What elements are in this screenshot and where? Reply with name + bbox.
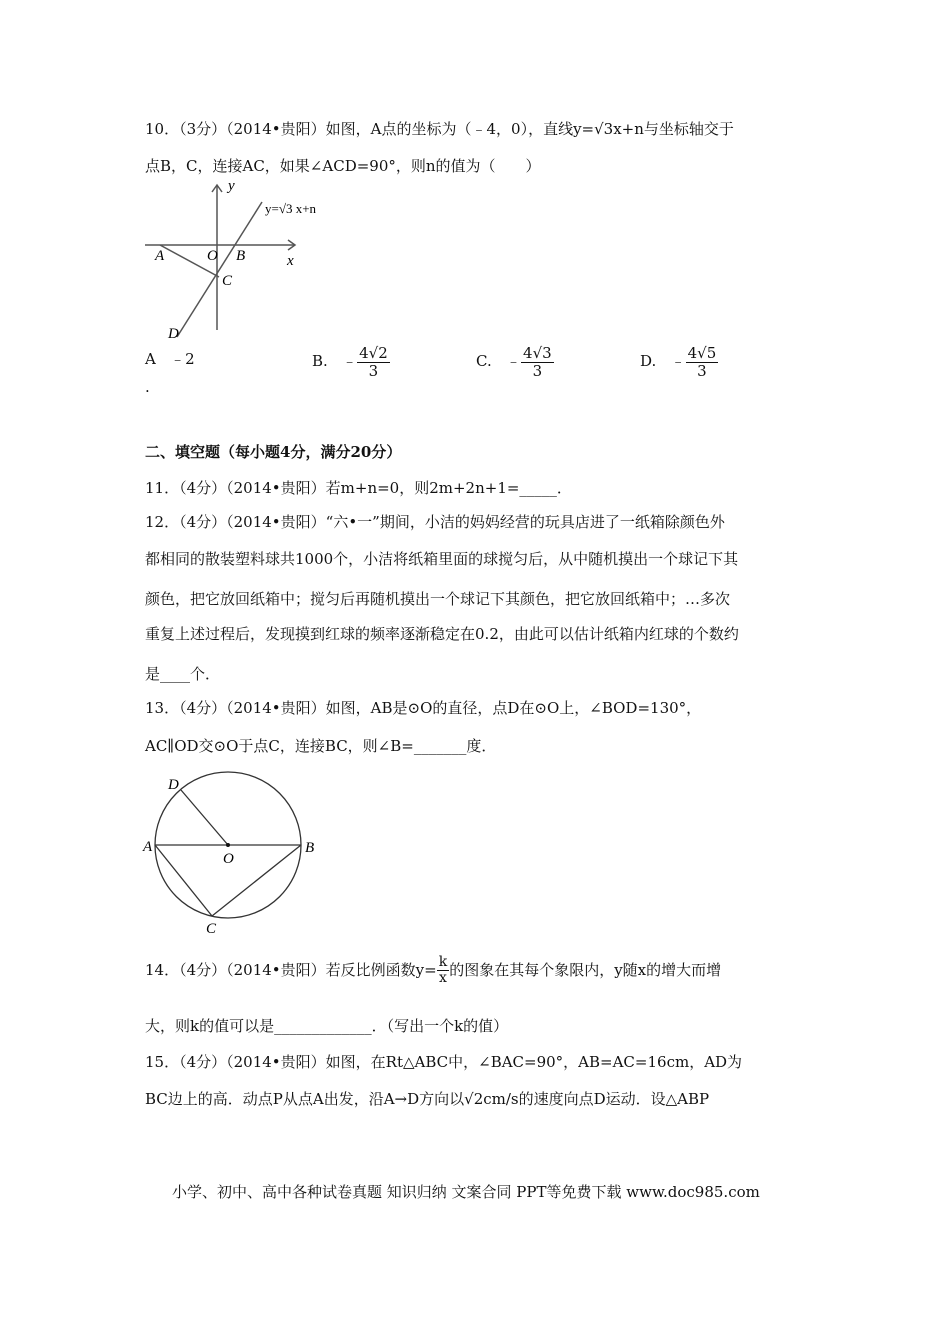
q10-line2: 点B，C，连接AC，如果∠ACD=90°，则n的值为（ ） — [145, 157, 541, 175]
q11: 11．（4分）（2014•贵阳）若m+n=0，则2m+2n+1=_____． — [145, 479, 572, 497]
point-a-label: A — [143, 839, 153, 855]
y-axis-label: y — [228, 180, 235, 194]
point-d-label: D — [168, 777, 179, 793]
point-c-label: C — [206, 921, 217, 937]
q15-line1: 15．（4分）（2014•贵阳）如图，在Rt△ABC中，∠BAC=90°，AB=AC=16cm，AD为 — [145, 1053, 743, 1071]
option-c: C. ﹣ $\frac{4√3}{3}$ — [476, 344, 552, 380]
line-equation-label: y=√3 x+n — [265, 201, 317, 216]
q13-line: 13．（4分）（2014•贵阳）如图，AB是⊙O的直径，点D在⊙O上，∠BOD=130°， — [145, 699, 702, 717]
point-c-label: C — [222, 273, 233, 289]
q12-line: 是____个． — [145, 665, 221, 683]
point-a-label: A — [155, 248, 165, 264]
q12-line: 颜色，把它放回纸箱中；搅匀后再随机摸出一个球记下其颜色，把它放回纸箱中；…多次 — [145, 590, 731, 608]
point-o-label: O — [207, 248, 218, 264]
point-o-label: O — [223, 851, 234, 867]
x-axis-label: x — [287, 253, 294, 269]
point-d-label: D — [168, 326, 179, 342]
q12-line: 12．（4分）（2014•贵阳）“六•一”期间，小洁的妈妈经营的玩具店进了一纸箱除颜色外 — [145, 513, 725, 531]
point-b-label: B — [305, 840, 315, 856]
q14-line1: 14．（4分）（2014•贵阳）若反比例函数y= $\frac{k}{x}$ 的图象在其每个象限内，y随x的增大而增 — [145, 954, 722, 987]
point-b-label: B — [236, 248, 246, 264]
q10-line1: 10．（3分）（2014•贵阳）如图，A点的坐标为（﹣4，0），直线y=√3x+n与坐标轴交于 — [145, 120, 734, 138]
option-b: B. ﹣ $\frac{4√2}{3}$ — [312, 344, 388, 380]
q12-line: 都相同的散装塑料球共1000个，小洁将纸箱里面的球搅匀后，从中随机摸出一个球记下其 — [145, 550, 739, 568]
q13-line: AC∥OD交⊙O于点C，连接BC，则∠B=_______度． — [145, 737, 497, 755]
footer: 小学、初中、高中各种试卷真题 知识归纳 文案合同 PPT等免费下载 www.doc985.com — [172, 1183, 760, 1201]
section-heading: 二、填空题（每小题4分，满分20分） — [145, 443, 402, 461]
option-a: A ﹣2 — [145, 350, 195, 368]
option-a-dot: . — [145, 378, 150, 396]
q12-line: 重复上述过程后，发现摸到红球的频率逐渐稳定在0.2，由此可以估计纸箱内红球的个数约 — [145, 625, 739, 643]
q14-line2: 大，则k的值可以是_____________．（写出一个k的值） — [145, 1017, 509, 1035]
q15-line2: BC边上的高．动点P从点A出发，沿A→D方向以√2cm/s的速度向点D运动．设△ABP — [145, 1090, 710, 1108]
q10-figure — [140, 180, 370, 345]
option-d: D. ﹣ $\frac{4√5}{3}$ — [640, 344, 717, 380]
q13-figure — [140, 765, 330, 940]
